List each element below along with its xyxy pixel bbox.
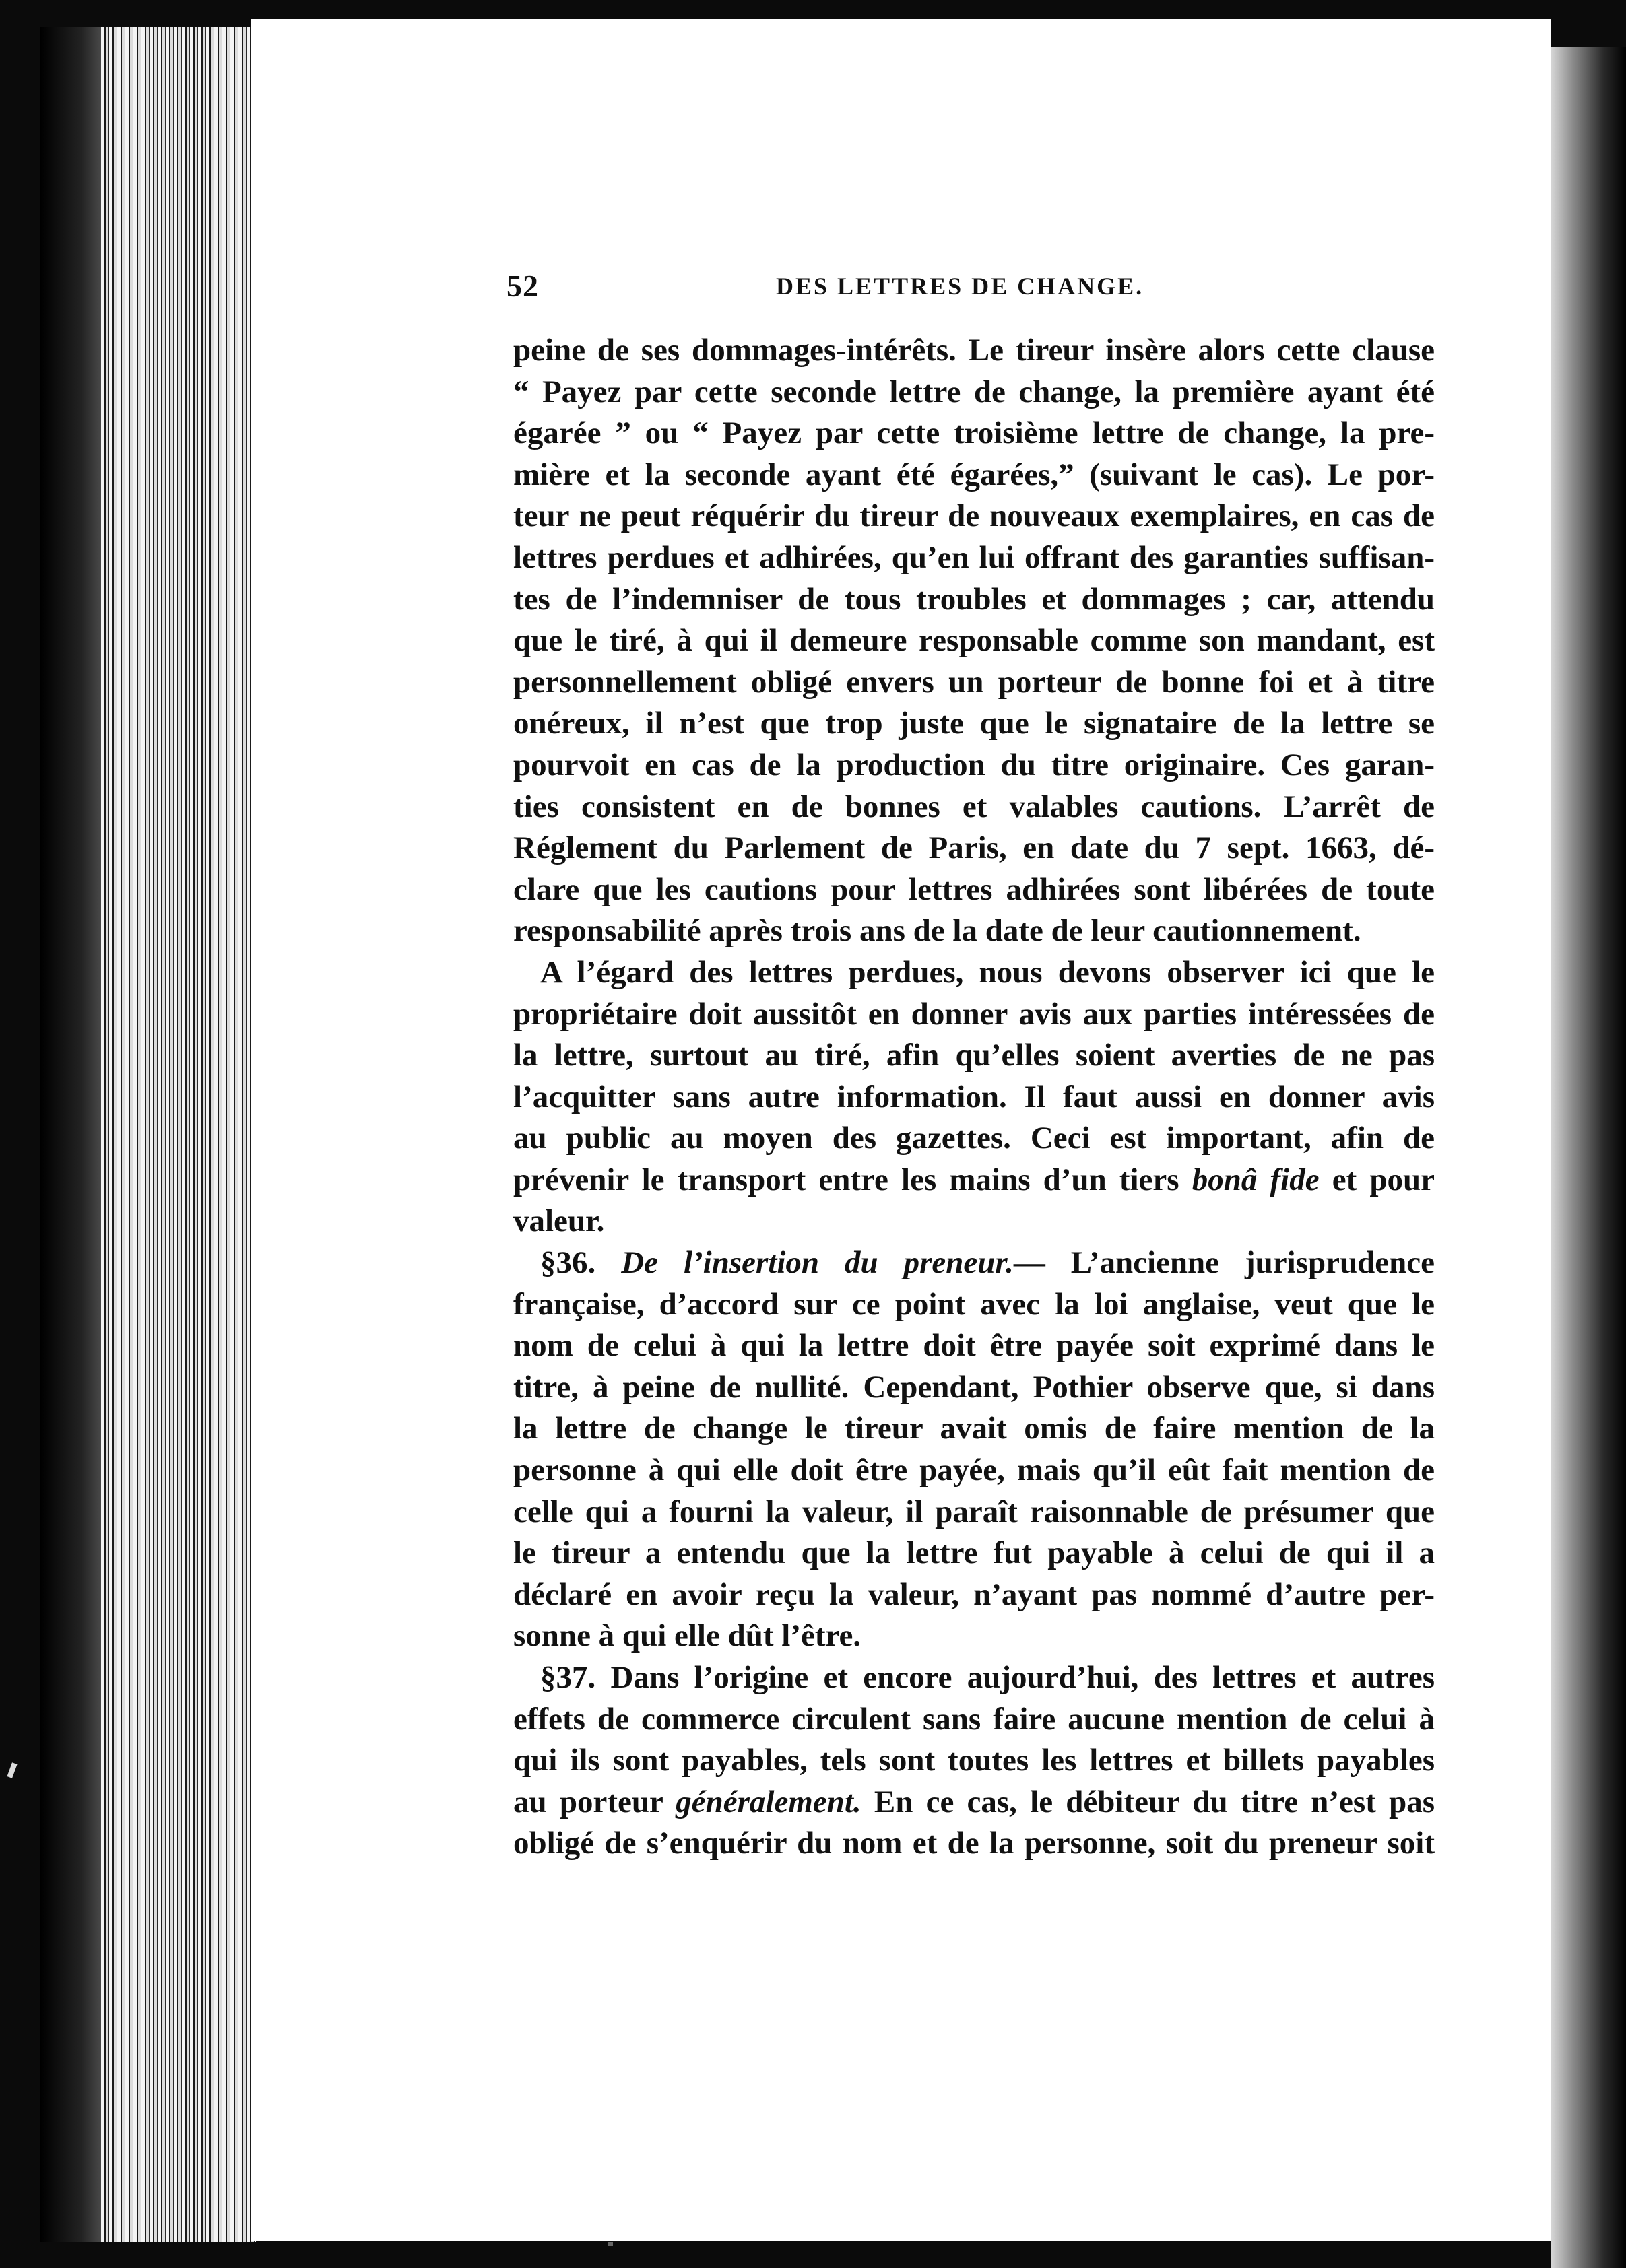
text-line: effets de commerce circulent sans faire aucune mention de celui à — [513, 1701, 1435, 1737]
text-segment: au porteur — [513, 1784, 663, 1820]
text-line: française, d’accord sur ce point avec la loi anglaise, veut que le — [513, 1286, 1435, 1322]
text-line: l’acquitter sans autre information. Il faut aussi en donner avis — [513, 1079, 1435, 1114]
text-line: teur ne peut réquérir du tireur de nouveaux exemplaires, en cas de — [513, 498, 1435, 534]
text-line: personnellement obligé envers un porteur de bonne foi et à titre — [513, 664, 1435, 700]
text-line: égarée ” ou “ Payez par cette troisième lettre de change, la pre- — [513, 415, 1435, 451]
text-line — [513, 1782, 1435, 1824]
text-line: déclaré en avoir reçu la valeur, n’ayant pas nommé d’autre per- — [513, 1576, 1435, 1612]
section-heading-line — [513, 1242, 1435, 1284]
text-line: le tireur a entendu que la lettre fut payable à celui de qui il a — [513, 1535, 1435, 1571]
text-segment: — L’ancienne jurisprudence — [1013, 1245, 1435, 1281]
text-line: valeur. — [513, 1203, 605, 1239]
text-line: personne à qui elle doit être payée, mais qu’il eût fait mention de — [513, 1453, 1435, 1488]
text-line: ties consistent en de bonnes et valables cautions. L’arrêt de — [513, 789, 1435, 824]
text-line: au public au moyen des gazettes. Ceci est important, afin de — [513, 1121, 1435, 1156]
text-line: la lettre, surtout au tiré, afin qu’elles soient averties de ne pas — [513, 1038, 1435, 1073]
text-segment: et pour — [1332, 1162, 1435, 1197]
italic-word: généralement. — [676, 1784, 861, 1820]
text-line: celle qui a fourni la valeur, il paraît raisonnable de présumer que — [513, 1494, 1435, 1529]
italic-phrase: bonâ fide — [1192, 1162, 1320, 1197]
body-text — [513, 330, 1435, 1865]
section-number: §36. — [540, 1245, 596, 1281]
text-line: tes de l’indemniser de tous troubles et dommages ; car, attendu — [513, 581, 1435, 617]
section-start-line: §37. Dans l’origine et encore aujourd’hui, des lettres et autres — [540, 1660, 1435, 1695]
text-segment: prévenir le transport entre les mains d’un tiers — [513, 1162, 1179, 1197]
text-line: qui ils sont payables, tels sont toutes les lettres et billets payables — [513, 1743, 1435, 1778]
text-line: titre, à peine de nullité. Cependant, Pothier observe que, si dans — [513, 1369, 1435, 1405]
text-line: peine de ses dommages-intérêts. Le tireur insère alors cette clause — [513, 333, 1435, 368]
text-line: responsabilité après trois ans de la date de leur cautionnement. — [513, 913, 1361, 949]
text-line — [513, 1160, 1435, 1201]
text-line: clare que les cautions pour lettres adhirées sont libérées de toute — [513, 871, 1435, 907]
text-line: “ Payez par cette seconde lettre de change, la première ayant été — [513, 374, 1435, 409]
text-line: lettres perdues et adhirées, qu’en lui offrant des garanties suffisan- — [513, 539, 1435, 575]
running-title: DES LETTRES DE CHANGE. — [776, 273, 1144, 300]
text-line: obligé de s’enquérir du nom et de la personne, soit du preneur soit — [513, 1826, 1435, 1861]
text-line: nom de celui à qui la lettre doit être payée soit exprimé dans le — [513, 1328, 1435, 1364]
text-line: Réglement du Parlement de Paris, en date du 7 sept. 1663, dé- — [513, 830, 1435, 866]
stray-dot — [608, 2242, 613, 2246]
book-edge-shadow — [40, 27, 108, 2242]
text-segment: En ce cas, le débiteur du titre n’est pas — [874, 1784, 1435, 1820]
text-line: la lettre de change le tireur avait omis de faire mention de la — [513, 1411, 1435, 1446]
text-line: mière et la seconde ayant été égarées,” (suivant le cas). Le por- — [513, 457, 1435, 492]
text-line: que le tiré, à qui il demeure responsable comme son mandant, est — [513, 623, 1435, 659]
book-binding-edge — [1551, 47, 1626, 2268]
text-line: pourvoit en cas de la production du titre originaire. Ces garan- — [513, 747, 1435, 782]
text-line: onéreux, il n’est que trop juste que le signataire de la lettre se — [513, 706, 1435, 741]
text-line: propriétaire doit aussitôt en donner avis aux parties intéressées de — [513, 996, 1435, 1032]
text-line: sonne à qui elle dût l’être. — [513, 1618, 861, 1654]
book-page-edges — [101, 27, 256, 2242]
paragraph-start-line: A l’égard des lettres perdues, nous devons observer ici que le — [540, 954, 1435, 990]
running-header — [507, 268, 1436, 308]
page-number: 52 — [507, 269, 539, 303]
section-title: De l’insertion du preneur. — [621, 1245, 1014, 1281]
